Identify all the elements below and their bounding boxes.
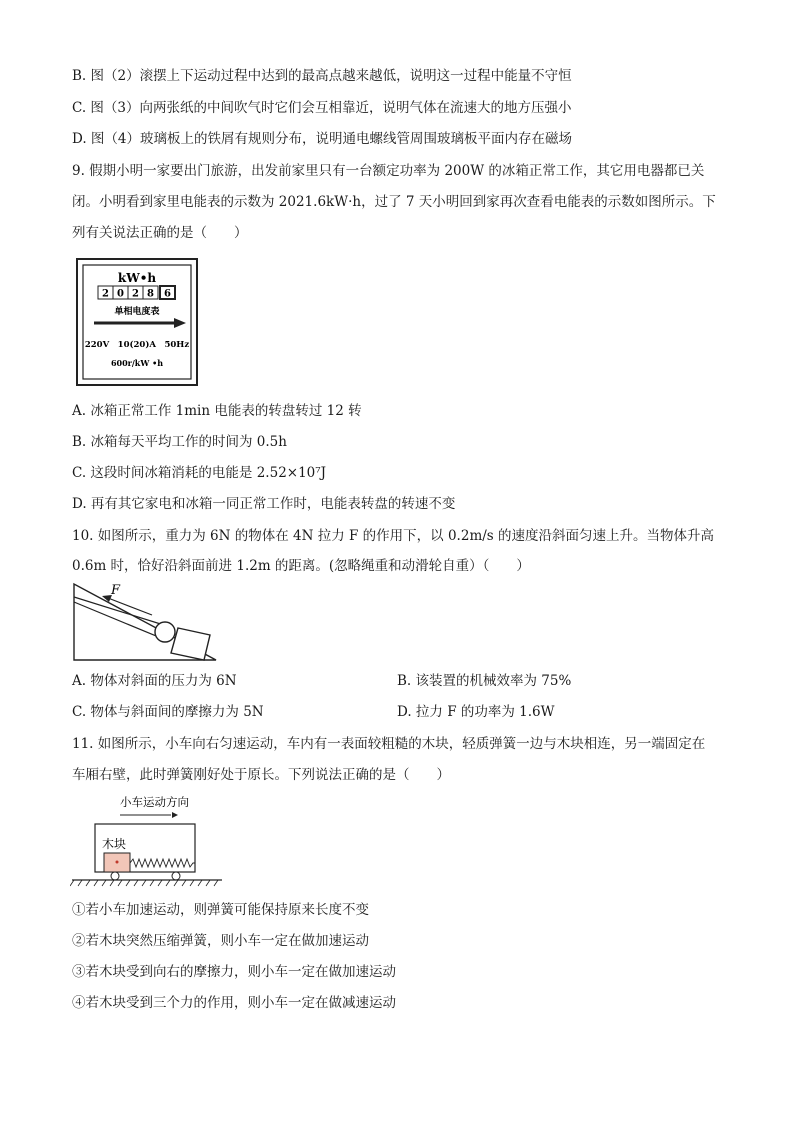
meter-specs: 220V 10(20)A 50Hz xyxy=(84,340,190,350)
wheel-right xyxy=(172,872,180,880)
q9-stem-line3: 列有关说法正确的是（ ） xyxy=(72,225,248,241)
meter-digit-decimal: 6 xyxy=(164,288,171,300)
incline-pulley-figure xyxy=(68,580,228,664)
q9-option-a: A. 冰箱正常工作 1min 电能表的转盘转过 12 转 xyxy=(72,403,362,419)
meter-digit: 8 xyxy=(147,288,154,300)
block-center-dot xyxy=(116,861,119,864)
q11-statement-3: ③若木块受到向右的摩擦力，则小车一定在做加速运动 xyxy=(72,964,396,980)
cart-spring-figure xyxy=(70,790,230,890)
q8-option-b: B. 图（2）滚摆上下运动过程中达到的最高点越来越低，说明这一过程中能量不守恒 xyxy=(72,68,572,84)
q8-option-d: D. 图（4）玻璃板上的铁屑有规则分布，说明通电螺线管周围玻璃板平面内存在磁场 xyxy=(72,131,573,147)
q10-stem-line2: 0.6m 时，恰好沿斜面前进 1.2m 的距离。(忽略绳重和动滑轮自重）（ ） xyxy=(72,558,530,574)
q9-stem-line2: 闭。小明看到家里电能表的示数为 2021.6kW·h，过了 7 天小明回到家再次查看电能表的示数如图所示。下 xyxy=(72,194,716,210)
q11-statement-4: ④若木块受到三个力的作用，则小车一定在做减速运动 xyxy=(72,995,396,1011)
q10-option-a: A. 物体对斜面的压力为 6N xyxy=(72,673,237,689)
meter-digit: 2 xyxy=(132,288,139,300)
force-label: F xyxy=(111,583,121,598)
block xyxy=(171,628,210,660)
direction-label: 小车运动方向 xyxy=(120,795,189,809)
q8-option-c: C. 图（3）向两张纸的中间吹气时它们会互相靠近，说明气体在流速大的地方压强小 xyxy=(72,100,572,116)
q10-option-d: D. 拉力 F 的功率为 1.6W xyxy=(397,704,555,720)
q9-option-b: B. 冰箱每天平均工作的时间为 0.5h xyxy=(72,434,287,450)
q11-statement-2: ②若木块突然压缩弹簧，则小车一定在做加速运动 xyxy=(72,933,369,949)
wheel-left xyxy=(111,872,119,880)
movable-pulley xyxy=(155,622,175,642)
q11-stem-line1: 11. 如图所示，小车向右匀速运动，车内有一表面较粗糙的木块，轻质弹簧一边与木块相连，另一端固定在 xyxy=(72,736,706,752)
q11-statement-1: ①若小车加速运动，则弹簧可能保持原来长度不变 xyxy=(72,902,369,918)
q9-stem-line1: 9. 假期小明一家要出门旅游，出发前家里只有一台额定功率为 200W 的冰箱正常工作，其它用电器都已关 xyxy=(72,163,705,179)
q10-option-b: B. 该装置的机械效率为 75% xyxy=(397,673,572,689)
meter-digit: 0 xyxy=(117,288,124,300)
direction-arrow-head xyxy=(172,812,178,818)
block-label: 木块 xyxy=(102,837,127,851)
q9-option-c: C. 这段时间冰箱消耗的电能是 2.52×10⁷J xyxy=(72,465,327,481)
electric-meter-figure xyxy=(76,257,200,387)
q10-stem-line1: 10. 如图所示，重力为 6N 的物体在 4N 拉力 F 的作用下，以 0.2m/s 的速度沿斜面匀速上升。当物体升高 xyxy=(72,528,715,544)
meter-digit: 2 xyxy=(102,288,109,300)
q10-option-c: C. 物体与斜面间的摩擦力为 5N xyxy=(72,704,264,720)
q11-stem-line2: 车厢右壁，此时弹簧刚好处于原长。下列说法正确的是（ ） xyxy=(72,767,450,783)
ground-hatching xyxy=(70,880,218,886)
meter-unit: kW•h xyxy=(117,271,157,285)
meter-rate: 600r/kW •h xyxy=(110,358,164,368)
meter-name: 单相电度表 xyxy=(114,307,160,317)
q9-option-d: D. 再有其它家电和冰箱一同正常工作时，电能表转盘的转速不变 xyxy=(72,496,456,512)
